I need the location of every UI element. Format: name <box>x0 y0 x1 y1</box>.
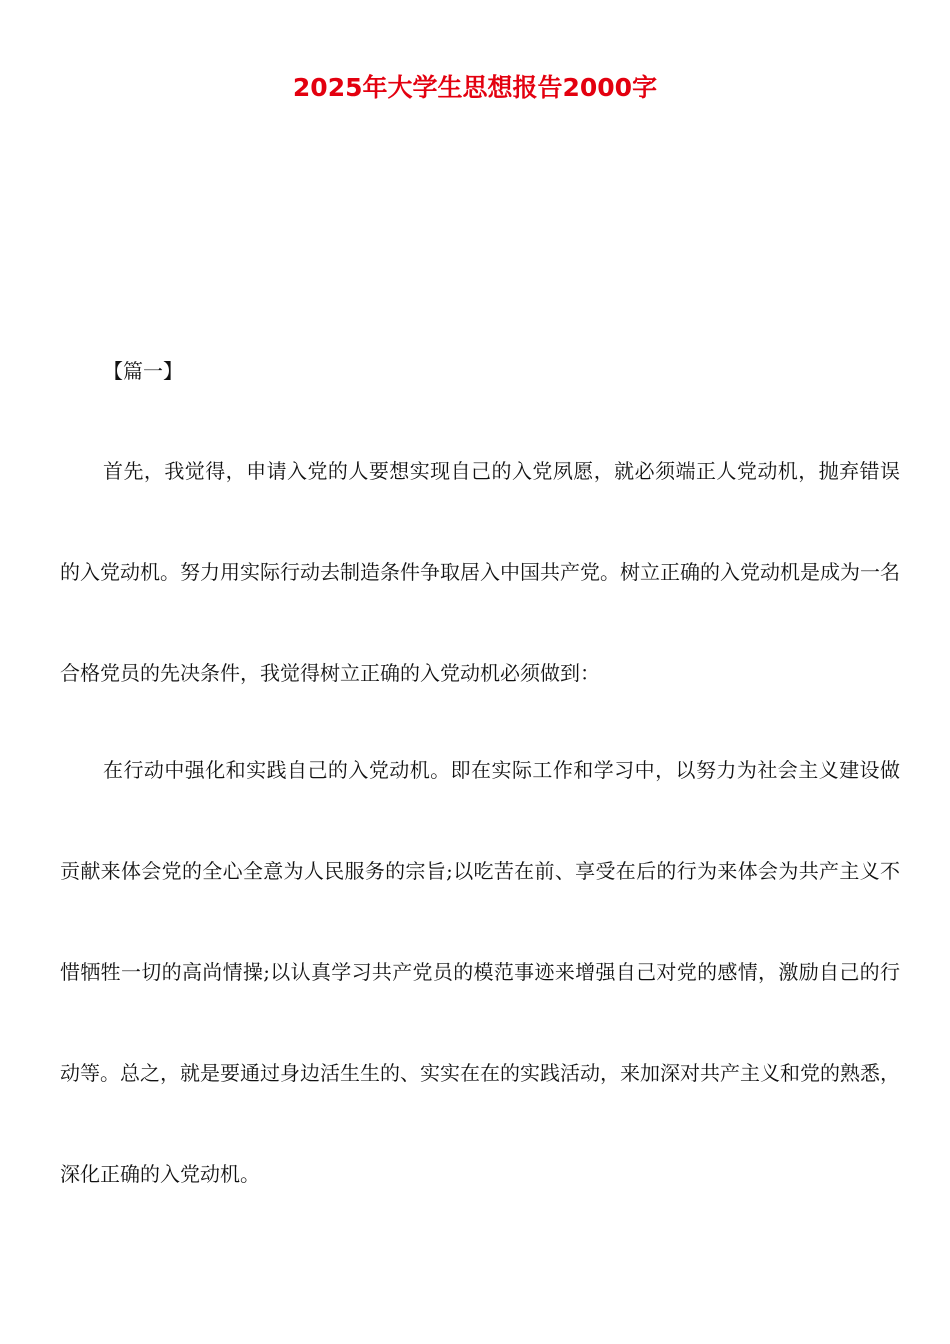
paragraph-2: 在行动中强化和实践自己的入党动机。即在实际工作和学习中，以努力为社会主义建设做贡献来体会党的全心全意为人民服务的宗旨;以吃苦在前、享受在后的行为来体会为共产主义不惜牺牲一切的高尚情操;以认真学习共产党员的模范事迹来增强自己对党的感情，激励自己的行动等。总之，就是要通过身边活生生的、实实在在的实践活动，来加深对共产主义和党的熟悉，深化正确的入党动机。 <box>60 758 900 1186</box>
document-title: 2025年大学生思想报告2000字 <box>292 73 658 102</box>
section-label: 【篇一】 <box>103 359 183 383</box>
paragraph-1: 首先，我觉得，申请入党的人要想实现自己的入党夙愿，就必须端正人党动机，抛弃错误的入党动机。努力用实际行动去制造条件争取居入中国共产党。树立正确的入党动机是成为一名合格党员的先决条件，我觉得树立正确的入党动机必须做到： <box>60 459 900 685</box>
